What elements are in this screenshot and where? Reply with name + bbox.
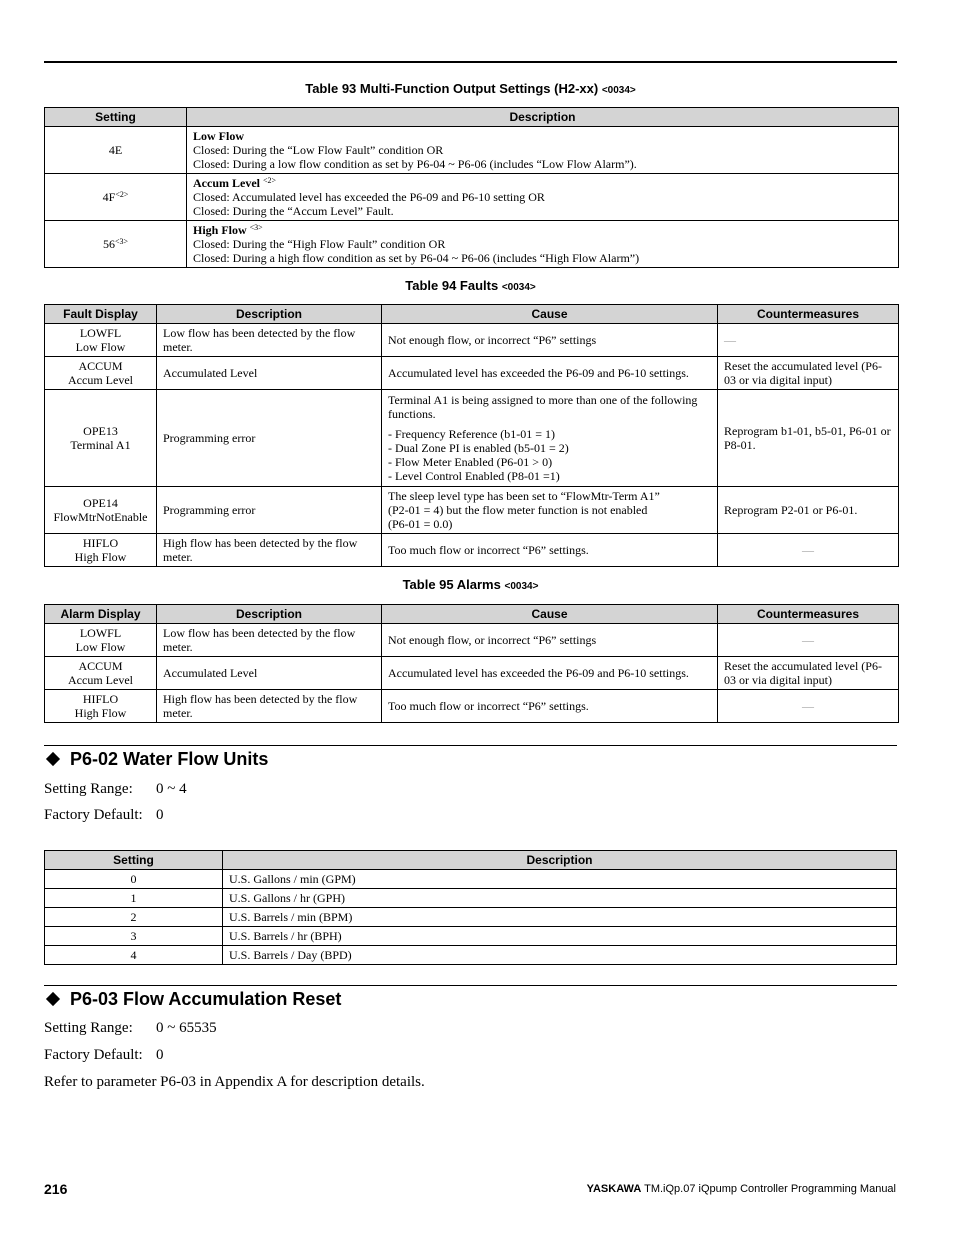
reference-note: <2> [115, 190, 129, 199]
display-code: LOWFL [79, 626, 122, 640]
countermeasure-cell: — [718, 324, 899, 357]
table-row [45, 657, 899, 690]
display-name: Accum Level [68, 673, 133, 687]
setting-range-line [44, 781, 187, 798]
table-row [45, 487, 899, 534]
display-name: FlowMtrNotEnable [53, 510, 148, 524]
countermeasure-cell: Reprogram P2-01 or P6-01. [718, 487, 899, 534]
section-heading-p6-03 [44, 989, 341, 1010]
reference-note-text: Refer to parameter P6-03 in Appendix A for description details. [44, 1074, 425, 1090]
table-95-header-display: Alarm Display [45, 605, 157, 624]
table-93-header-description: Description [187, 108, 899, 127]
setting-value: 4E [108, 143, 123, 157]
description-cell: U.S. Gallons / hr (GPH) [223, 889, 897, 908]
display-name: Low Flow [75, 340, 126, 354]
table-row [45, 690, 899, 723]
display-cell [45, 657, 157, 690]
table-row [45, 324, 899, 357]
brand-name: YASKAWA [586, 1183, 642, 1195]
description-cell: Accumulated Level [157, 357, 382, 390]
display-name: High Flow [74, 706, 127, 720]
factory-default-value: 0 [156, 807, 164, 823]
setting-range-line [44, 1020, 217, 1037]
units-header-setting: Setting [45, 851, 223, 870]
section-title: P6-03 Flow Accumulation Reset [70, 989, 342, 1009]
cause-cell: Accumulated level has exceeded the P6-09 and P6-10 settings. [382, 357, 718, 390]
desc-line: Closed: Accumulated level has exceeded the P6-09 and P6-10 setting OR [193, 190, 545, 204]
cause-cell [382, 487, 718, 534]
table-row [45, 946, 897, 965]
display-cell [45, 690, 157, 723]
description-cell [187, 221, 899, 268]
table-93-title: Table 93 Multi-Function Output Settings (H2-xx) [305, 81, 599, 96]
table-row [45, 624, 899, 657]
setting-cell: 1 [45, 889, 223, 908]
description-cell: Accumulated Level [157, 657, 382, 690]
cause-line: (P6-01 = 0.0) [388, 517, 453, 531]
description-cell [187, 174, 899, 221]
countermeasure-cell: — [718, 534, 899, 567]
description-cell: High flow has been detected by the flow meter. [157, 534, 382, 567]
factory-default-line [44, 1047, 164, 1064]
setting-cell: 2 [45, 908, 223, 927]
table-row [45, 870, 897, 889]
description-cell: Programming error [157, 487, 382, 534]
cause-cell: Not enough flow, or incorrect “P6” settings [382, 324, 718, 357]
description-cell: U.S. Barrels / min (BPM) [223, 908, 897, 927]
cause-line: The sleep level type has been set to “FlowMtr-Term A1” [388, 489, 660, 503]
table-row [45, 908, 897, 927]
countermeasure-cell: — [718, 624, 899, 657]
display-cell [45, 624, 157, 657]
table-93-tag: <0034> [601, 85, 636, 96]
row-title: High Flow [193, 223, 247, 237]
setting-value: 4F [102, 190, 116, 204]
cause-line: (P2-01 = 4) but the flow meter function is not enabled [388, 503, 648, 517]
table-row [45, 927, 897, 946]
display-cell [45, 487, 157, 534]
cause-cell [382, 390, 718, 487]
setting-range-value: 0 ~ 4 [156, 781, 187, 797]
section-heading-p6-02 [44, 749, 268, 770]
factory-default-line [44, 807, 164, 824]
table-row [45, 221, 899, 268]
table-94-header-cause: Cause [382, 305, 718, 324]
display-cell [45, 357, 157, 390]
cause-intro: Terminal A1 is being assigned to more than one of the following functions. [388, 393, 698, 421]
reference-note: <2> [262, 176, 277, 185]
table-94-tag: <0034> [501, 282, 536, 293]
desc-line: Closed: During the “High Flow Fault” condition OR [193, 237, 446, 251]
table-95-header-description: Description [157, 605, 382, 624]
display-code: LOWFL [79, 326, 122, 340]
cause-item: - Frequency Reference (b1-01 = 1) [388, 427, 556, 441]
table-94-header-countermeasures: Countermeasures [718, 305, 899, 324]
display-code: OPE14 [83, 496, 118, 510]
row-title: Accum Level [193, 176, 260, 190]
setting-cell [45, 221, 187, 268]
table-water-flow-units [44, 850, 897, 965]
table-row [45, 889, 897, 908]
table-row [45, 174, 899, 221]
countermeasure-cell: Reprogram b1-01, b5-01, P6-01 or P8-01. [718, 390, 899, 487]
countermeasure-cell: Reset the accumulated level (P6-03 or via digital input) [718, 657, 899, 690]
desc-line: Closed: During the “Accum Level” Fault. [193, 204, 394, 218]
footer-manual-title [587, 1183, 896, 1195]
cause-item: - Level Control Enabled (P8-01 =1) [388, 469, 560, 483]
table-95-tag: <0034> [504, 581, 539, 592]
display-name: High Flow [74, 550, 127, 564]
table-93-header-setting: Setting [45, 108, 187, 127]
factory-default-label: Factory Default: [44, 1047, 143, 1063]
description-cell: U.S. Barrels / hr (BPH) [223, 927, 897, 946]
section-divider [44, 745, 897, 746]
table-93-caption [44, 81, 897, 96]
table-94-caption [44, 278, 897, 293]
setting-cell [45, 127, 187, 174]
diamond-bullet-icon [46, 992, 60, 1006]
countermeasure-cell: — [718, 690, 899, 723]
units-header-description: Description [223, 851, 897, 870]
table-row [45, 357, 899, 390]
display-name: Accum Level [68, 373, 133, 387]
display-code: ACCUM [78, 359, 123, 373]
table-row [45, 390, 899, 487]
cause-cell: Accumulated level has exceeded the P6-09 and P6-10 settings. [382, 657, 718, 690]
reference-note: <3> [249, 223, 263, 232]
table-row [45, 127, 899, 174]
table-95-header-countermeasures: Countermeasures [718, 605, 899, 624]
table-95-title: Table 95 Alarms [402, 577, 501, 592]
table-95-header-cause: Cause [382, 605, 718, 624]
table-row [45, 534, 899, 567]
table-93 [44, 107, 899, 268]
display-cell [45, 534, 157, 567]
table-95-caption [44, 577, 897, 592]
cause-item: - Flow Meter Enabled (P6-01 > 0) [388, 455, 553, 469]
description-cell: Low flow has been detected by the flow meter. [157, 624, 382, 657]
table-94-header-display: Fault Display [45, 305, 157, 324]
description-cell: Programming error [157, 390, 382, 487]
cause-cell: Too much flow or incorrect “P6” settings. [382, 534, 718, 567]
table-94-title: Table 94 Faults [405, 278, 499, 293]
display-code: ACCUM [78, 659, 123, 673]
diamond-bullet-icon [46, 752, 60, 766]
description-cell: U.S. Barrels / Day (BPD) [223, 946, 897, 965]
row-title: Low Flow [193, 129, 244, 143]
table-94 [44, 304, 899, 567]
cause-cell: Not enough flow, or incorrect “P6” settings [382, 624, 718, 657]
factory-default-label: Factory Default: [44, 807, 143, 823]
display-code: OPE13 [83, 424, 118, 438]
desc-line: Closed: During a low flow condition as set by P6-04 ~ P6-06 (includes “Low Flow Alarm”). [193, 157, 637, 171]
setting-range-label: Setting Range: [44, 781, 133, 797]
section-title: P6-02 Water Flow Units [70, 749, 269, 769]
display-code: HIFLO [82, 536, 119, 550]
display-name: Low Flow [75, 640, 126, 654]
desc-line: Closed: During the “Low Flow Fault” condition OR [193, 143, 444, 157]
cause-item: - Dual Zone PI is enabled (b5-01 = 2) [388, 441, 569, 455]
top-rule [44, 61, 897, 63]
setting-value: 56 [102, 237, 115, 251]
countermeasure-cell: Reset the accumulated level (P6-03 or via digital input) [718, 357, 899, 390]
table-94-header-description: Description [157, 305, 382, 324]
display-code: HIFLO [82, 692, 119, 706]
display-name: Terminal A1 [70, 438, 131, 452]
section-divider [44, 985, 897, 986]
manual-name: TM.iQp.07 iQpump Controller Programming Manual [641, 1183, 896, 1195]
description-cell: U.S. Gallons / min (GPM) [223, 870, 897, 889]
factory-default-value: 0 [156, 1047, 164, 1063]
setting-cell: 0 [45, 870, 223, 889]
desc-line: Closed: During a high flow condition as set by P6-04 ~ P6-06 (includes “High Flow Alarm”) [193, 251, 640, 265]
page-number: 216 [44, 1181, 68, 1197]
table-95 [44, 604, 899, 723]
description-cell: High flow has been detected by the flow meter. [157, 690, 382, 723]
description-cell [187, 127, 899, 174]
setting-range-label: Setting Range: [44, 1020, 133, 1036]
display-cell [45, 324, 157, 357]
reference-note: <3> [114, 237, 129, 246]
setting-cell [45, 174, 187, 221]
cause-cell: Too much flow or incorrect “P6” settings. [382, 690, 718, 723]
display-cell [45, 390, 157, 487]
setting-cell: 4 [45, 946, 223, 965]
description-cell: Low flow has been detected by the flow meter. [157, 324, 382, 357]
setting-cell: 3 [45, 927, 223, 946]
setting-range-value: 0 ~ 65535 [156, 1020, 217, 1036]
